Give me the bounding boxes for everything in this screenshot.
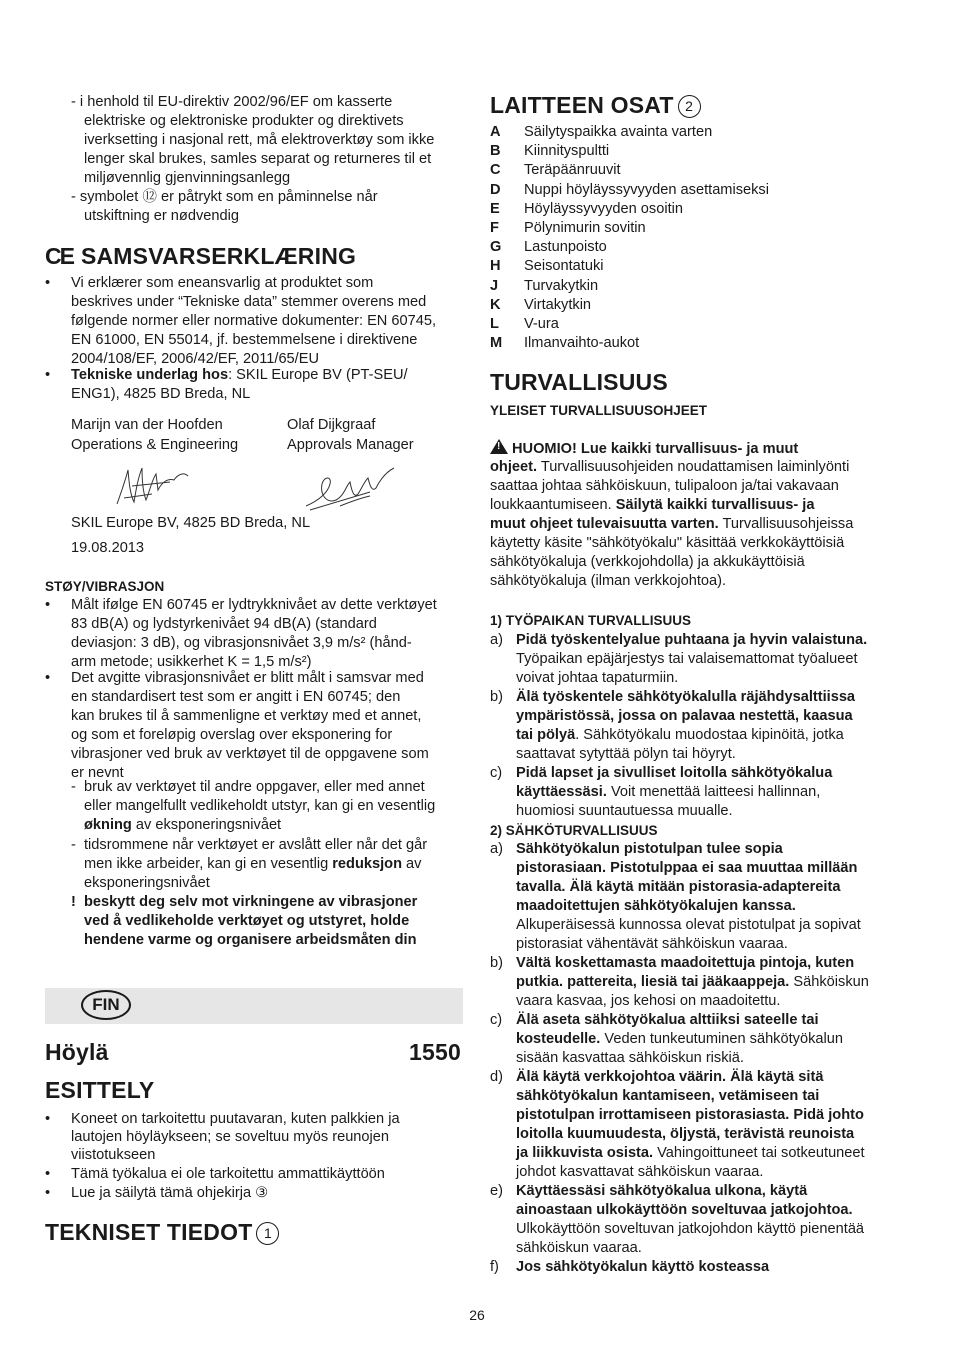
text: E [490, 200, 500, 217]
text: Teräpäänruuvit [524, 162, 621, 179]
part-text [524, 238, 607, 257]
text: Kiinnityspultti [524, 143, 610, 160]
text: en standardisert test som er angitt i EN 60745; den [71, 689, 401, 705]
item-marker [490, 764, 502, 783]
part-text [524, 200, 683, 219]
text: utskiftning er nødvendig [84, 208, 239, 224]
item-line [516, 707, 853, 726]
part-letter [490, 315, 499, 334]
bullet-marker: • [45, 1185, 51, 1201]
text: F [490, 220, 499, 236]
text: Pidä lapset ja sivulliset loitolla sähkötyökalua [516, 765, 833, 781]
item-marker [490, 1258, 499, 1277]
part-text [524, 161, 621, 180]
text: følgende normer eller normative dokumenter: EN 60745, [71, 313, 437, 329]
text: Turvakytkin [524, 277, 599, 294]
text: Tämä työkalua ei ole tarkoitettu ammattikäyttöön [71, 1166, 385, 1182]
text: men ikke arbeider, kan gi en vesentlig [84, 856, 333, 872]
text: 2004/108/EF, 2006/42/EF, 2011/65/EU [71, 351, 320, 367]
bullet-line [71, 1146, 155, 1165]
part-letter [490, 123, 501, 142]
text: er nevnt [71, 765, 124, 781]
item-line [516, 1049, 744, 1068]
item-line [516, 840, 783, 859]
text: f) [490, 1259, 499, 1275]
item-line [516, 859, 857, 878]
text: käyttäessäsi. [516, 784, 607, 800]
part-letter [490, 238, 501, 257]
dash-line [84, 855, 421, 874]
dash-line [71, 93, 392, 112]
text: b) [490, 955, 503, 971]
date [71, 539, 144, 558]
item-line [516, 1068, 823, 1087]
item-line [516, 1144, 865, 1163]
yleiset-heading [490, 401, 707, 420]
text: Alkuperäisessä kunnossa olevat pistotulpat ja sopivat [516, 917, 861, 933]
text: Olaf Dijkgraaf [287, 417, 376, 433]
text: ESITTELY [45, 1077, 155, 1103]
text: symbolet ⑫ er påtrykt som en påminnelse når [79, 189, 378, 205]
bullet-line [71, 634, 412, 653]
item-line [516, 802, 733, 821]
figure-ref-icon: 2 [678, 95, 701, 118]
bullet-marker: • [45, 1166, 51, 1182]
tekniset-heading [45, 1219, 279, 1245]
bullet-line [71, 615, 377, 634]
text: LAITTEEN OSAT [490, 92, 674, 118]
bullet-line [71, 385, 250, 404]
dash-line [84, 874, 210, 893]
bullet-line [71, 745, 429, 764]
warning-text-line [490, 572, 726, 591]
warning-line [84, 912, 409, 931]
text: av [402, 856, 422, 872]
text: YLEISET TURVALLISUUSOHJEET [490, 403, 708, 418]
text: d) [490, 1069, 503, 1085]
warning-text-line [490, 553, 805, 572]
text: Virtakytkin [524, 296, 592, 313]
product-model [409, 1039, 461, 1065]
sign-title [287, 436, 414, 455]
item-marker [490, 688, 503, 707]
company [71, 514, 310, 533]
text: viistotukseen [71, 1147, 156, 1163]
warning-text-line [490, 477, 839, 496]
text: og som et foreløpig overslag over eksponering for [71, 727, 393, 743]
text: sähkötyökaluja (verkkojohdolla) ja akkukäyttöisiä [490, 554, 805, 570]
text: Turvallisuusohjeiden noudattamisen laiminlyönti [537, 459, 850, 475]
text: eksponeringsnivået [84, 875, 210, 891]
dash-line [84, 207, 239, 226]
item-line [516, 1258, 769, 1277]
text: Koneet on tarkoitettu puutavaran, kuten palkkien ja [71, 1111, 400, 1127]
product-title [45, 1039, 109, 1065]
item-line [516, 669, 678, 688]
text: maadoitettujen sähkötyökalujen kanssa. [516, 898, 796, 914]
text: hendene varme og organisere arbeidsmåten din [84, 932, 417, 948]
dash-line [84, 169, 290, 188]
text: i henhold til EU-direktiv 2002/96/EF om kasserte [79, 94, 393, 110]
text: saattaa johtaa sähköiskuun, tulipaloon ja/tai vakavaan [490, 478, 839, 494]
text: ainoastaan ulkokäyttöön soveltuvaa jatkojohtoa. [516, 1202, 853, 1218]
bullet-line [71, 669, 424, 688]
bullet-line [71, 1184, 268, 1203]
item-line [516, 1087, 819, 1106]
text: G [490, 239, 502, 256]
text: Vi erklærer som eneansvarlig at produktet som [71, 275, 374, 291]
dash-marker: - [71, 779, 76, 795]
sign-name [287, 416, 375, 435]
section-heading [490, 821, 658, 840]
text: huomiosi suuntautuessa muualle. [516, 803, 733, 819]
bullet-line [71, 726, 392, 745]
sign-name [71, 416, 223, 435]
bullet-line [71, 1128, 389, 1147]
dash-marker: - [71, 189, 80, 205]
item-line [516, 954, 854, 973]
dash-line [84, 150, 431, 169]
text: vibrasjoner ved bruk av verktøyet til de oppgavene som [71, 746, 429, 762]
text: Vältä koskettamasta maadoitettuja pintoja, kuten [516, 955, 855, 971]
signature-2 [300, 462, 400, 514]
warning-text-line [490, 496, 814, 515]
osat-heading [490, 92, 701, 118]
text: b) [490, 689, 503, 705]
bullet-line [71, 331, 417, 350]
text: ENG1), 4825 BD Breda, NL [71, 386, 251, 402]
part-text [524, 334, 639, 353]
language-badge: FIN [81, 990, 131, 1020]
text: av eksponeringsnivået [131, 817, 282, 833]
item-line [516, 1106, 864, 1125]
text: Turvallisuusohjeissa [718, 516, 854, 532]
warning-line [84, 893, 417, 912]
text: EN 61000, EN 55014, jf. bestemmelsene i direktivene [71, 332, 418, 348]
text: 1) TYÖPAIKAN TURVALLISUUS [490, 613, 692, 628]
warning-text-line [490, 439, 798, 459]
samsvar-heading [45, 243, 356, 269]
text: Målt ifølge EN 60745 er lydtrykknivået av dette verktøyet [71, 597, 437, 613]
part-text [524, 123, 712, 142]
text: eller mangelfullt vedlikeholdt utstyr, kan gi en vesentlig [84, 798, 436, 814]
text: J [490, 277, 499, 294]
text: c) [490, 765, 503, 781]
text: Säilytä kaikki turvallisuus- ja [615, 497, 815, 513]
bullet-marker: • [45, 597, 51, 613]
text: L [490, 316, 499, 332]
dash-line [84, 797, 435, 816]
bullet-line [71, 274, 373, 293]
bullet-line [71, 1110, 400, 1129]
dash-line [71, 188, 378, 207]
part-letter [490, 219, 499, 238]
text: putkia. pattereita, liesiä tai jääkaappeja. [516, 974, 790, 990]
part-text [524, 181, 769, 200]
text: käytetty käsite "sähkötyökalu" käsittää verkkokäyttöisiä [490, 535, 845, 551]
bullet-marker: • [45, 275, 51, 291]
item-line [516, 916, 861, 935]
text: Älä käytä verkkojohtoa väärin. Älä käytä sitä [516, 1069, 824, 1085]
text: Sähkötyökalun pistotulpan tulee sopia [516, 841, 783, 857]
item-line [516, 783, 820, 802]
bullet-line [71, 596, 437, 615]
warning-text-line [490, 534, 844, 553]
text: saattavat sytyttää pölyn tai höyryt. [516, 746, 736, 762]
bullet-marker: • [45, 670, 51, 686]
dash-line [84, 816, 281, 835]
text: H [490, 258, 501, 275]
text: Veden tunkeutuminen sähkötyökalun [600, 1031, 843, 1047]
item-line [516, 726, 844, 745]
item-line [516, 973, 869, 992]
warning-line [84, 931, 417, 950]
text: Tekniske underlag hos [71, 367, 229, 383]
text: Operations & Engineering [71, 437, 239, 453]
text: Säilytyspaikka avainta varten [524, 124, 713, 140]
item-line [516, 897, 796, 916]
item-line [516, 1030, 843, 1049]
part-text [524, 315, 559, 334]
text: Lue ja säilytä tämä ohjekirja ③ [71, 1185, 269, 1201]
text: sähkötyökaluja (ilman verkkojohtoa). [490, 573, 727, 589]
text: pistorasiat vähentävät sähköiskun vaaraa. [516, 936, 788, 952]
page-number: 26 [469, 1307, 485, 1323]
ce-mark-icon: CE [45, 243, 73, 269]
text: 1550 [409, 1039, 461, 1065]
text: vaara kasvaa, jos kehosi on maadoitettu. [516, 993, 781, 1009]
text: johdot kasvattavat sähköiskun vaaraa. [516, 1164, 764, 1180]
text: Työpaikan epäjärjestys tai valaisemattomat työalueet [516, 651, 858, 667]
dash-line [84, 836, 427, 855]
text: Älä aseta sähkötyökalua alttiiksi sateelle tai [516, 1012, 819, 1028]
text: Approvals Manager [287, 437, 414, 453]
item-line [516, 1239, 642, 1258]
part-text [524, 257, 604, 276]
part-text [524, 219, 646, 238]
item-marker [490, 631, 503, 650]
text: Marijn van der Hoofden [71, 417, 223, 433]
item-marker [490, 840, 503, 859]
text: ! [71, 894, 76, 910]
warning-icon [490, 439, 508, 454]
bullet-marker: • [45, 1111, 51, 1127]
text: Vahingoittuneet tai sotkeutuneet [653, 1145, 865, 1161]
text: bruk av verktøyet til andre oppgaver, eller med annet [84, 779, 425, 795]
exclaim-marker [71, 893, 76, 912]
text: beskrives under “Tekniske data” stemmer overens med [71, 294, 427, 310]
warning-text-line [490, 458, 849, 477]
text: : SKIL Europe BV (PT-SEU/ [228, 367, 408, 383]
part-text [524, 142, 609, 161]
part-letter [490, 200, 500, 219]
text: V-ura [524, 316, 559, 332]
text: SKIL Europe BV, 4825 BD Breda, NL [71, 515, 311, 531]
text: arm metode; usikkerhet K = 1,5 m/s²) [71, 654, 312, 670]
text: loukkaantumiseen. [490, 497, 616, 513]
text: D [490, 181, 501, 198]
text: sähkötyökalun kantamiseen, vetämiseen tai [516, 1088, 820, 1104]
turv-heading [490, 369, 668, 395]
item-line [516, 688, 855, 707]
text: Pölynimurin sovitin [524, 220, 646, 236]
text: pistotulpan irrottamiseen pistorasiasta. Pidä johto [516, 1107, 864, 1123]
item-line [516, 1182, 807, 1201]
text: muut ohjeet tulevaisuutta varten. [490, 516, 719, 532]
text: Höyläyssyvyyden osoitin [524, 200, 683, 217]
text: tai pölyä [516, 727, 576, 743]
part-text [524, 296, 591, 315]
item-line [516, 1125, 854, 1144]
text: tavalla. Älä käytä mitään pistorasia-adaptereita [516, 879, 841, 895]
bullet-line [71, 366, 408, 385]
bullet-line [71, 1165, 385, 1184]
item-line [516, 1011, 819, 1030]
text: sähköiskun vaaraa. [516, 1240, 642, 1256]
text: B [490, 143, 501, 160]
text: tidsrommene når verktøyet er avslått eller når det går [84, 837, 428, 853]
item-line [516, 878, 840, 897]
item-line [516, 1163, 763, 1182]
item-line [516, 1220, 864, 1239]
item-line [516, 745, 736, 764]
text: pistorasiaan. Pistotulppaa ei saa muuttaa millään [516, 860, 858, 876]
text: Sähköiskun [789, 974, 869, 990]
text: HUOMIO! Lue kaikki turvallisuus- ja muut [512, 441, 799, 457]
text: a) [490, 841, 503, 857]
text: 83 dB(A) og lydstyrkenivået 94 dB(A) (standard [71, 616, 377, 632]
text: iverksetting i nasjonal rett, må elektroverktøy som ikke [84, 132, 435, 148]
text: elektriske og elektroniske produkter og direktivets [84, 113, 404, 129]
warning-text-line [490, 515, 853, 534]
text: Nuppi höyläyssyvyyden asettamiseksi [524, 181, 769, 198]
item-marker [490, 1011, 502, 1030]
dash-marker: - [71, 837, 76, 853]
signature-1 [112, 460, 192, 510]
item-line [516, 992, 780, 1011]
text: 19.08.2013 [71, 540, 145, 556]
section-heading [490, 611, 691, 630]
text: lenger skal brukes, samles separat og returneres til et [84, 151, 432, 167]
text: . Sähkötyökalu muodostaa kipinöitä, jotka [575, 727, 844, 743]
bullet-line [71, 312, 436, 331]
text: c) [490, 1012, 503, 1028]
esittely-heading [45, 1077, 154, 1103]
text: kan brukes til å sammenligne et verktøy med et annet, [71, 708, 422, 724]
sign-title [71, 436, 238, 455]
text: kosteudelle. [516, 1031, 601, 1047]
bullet-line [71, 293, 426, 312]
part-letter [490, 181, 501, 200]
dash-line [84, 131, 434, 150]
text: Det avgitte vibrasjonsnivået er blitt målt i samsvar med [71, 670, 424, 686]
text: A [490, 124, 501, 140]
part-letter [490, 142, 501, 161]
text: M [490, 335, 503, 352]
figure-ref-icon: 1 [256, 1222, 279, 1245]
text: økning [84, 817, 132, 833]
text: Voit menettää laitteesi hallinnan, [606, 784, 821, 800]
part-letter [490, 334, 502, 353]
text: Seisontatuki [524, 258, 604, 275]
part-letter [490, 296, 501, 315]
item-line [516, 1201, 853, 1220]
text: STØY/VIBRASJON [45, 579, 165, 594]
item-line [516, 764, 832, 783]
dash-marker: - [71, 94, 80, 110]
text: loitolla kuumuudesta, öljystä, terävistä reunoista [516, 1126, 855, 1142]
dash-line [84, 112, 404, 131]
dash-line [84, 778, 425, 797]
text: K [490, 296, 501, 313]
text: lautojen höyläykseen; se soveltuu myös reunojen [71, 1129, 390, 1145]
text: Pidä työskentelyalue puhtaana ja hyvin valaistuna. [516, 632, 868, 648]
text: a) [490, 632, 503, 648]
text: TURVALLISUUS [490, 369, 668, 395]
text: Lastunpoisto [524, 239, 607, 256]
stoy-heading [45, 577, 164, 596]
text: 2) SÄHKÖTURVALLISUUS [490, 823, 658, 838]
part-letter [490, 161, 501, 180]
part-letter [490, 257, 501, 276]
text: ved å vedlikeholde verktøyet og utstyret, holde [84, 913, 410, 929]
text: Käyttäessäsi sähkötyökalua ulkona, käytä [516, 1183, 808, 1199]
item-marker [490, 1068, 503, 1087]
text: C [490, 162, 501, 179]
text: voivat johtaa tapaturmiin. [516, 670, 679, 686]
item-marker [490, 954, 503, 973]
text: Jos sähkötyökalun käyttö kosteassa [516, 1259, 770, 1275]
text: ja liikkuvista osista. [516, 1145, 654, 1161]
bullet-line [71, 707, 421, 726]
language-band [45, 988, 463, 1024]
item-line [516, 650, 858, 669]
part-letter [490, 277, 498, 296]
bullet-line [71, 688, 400, 707]
heading-text: SAMSVARSERKLÆRING [80, 243, 357, 269]
item-line [516, 631, 867, 650]
text: ympäristössä, jossa on palavaa nestettä, kaasua [516, 708, 853, 724]
text: Höylä [45, 1039, 109, 1065]
item-line [516, 935, 788, 954]
item-marker [490, 1182, 503, 1201]
text: deviasjon: 3 dB), og vibrasjonsnivået 3,9 m/s² (hånd- [71, 635, 412, 651]
text: e) [490, 1183, 503, 1199]
text: reduksjon [332, 856, 402, 872]
text: TEKNISET TIEDOT [45, 1219, 253, 1245]
text: Älä työskentele sähkötyökalulla räjähdysalttiissa [516, 689, 856, 705]
text: sisään kasvattaa sähköiskun riskiä. [516, 1050, 744, 1066]
text: miljøvennlig gjenvinningsanlegg [84, 170, 291, 186]
text: ohjeet. [490, 459, 538, 475]
part-text [524, 277, 598, 296]
text: beskytt deg selv mot virkningene av vibrasjoner [84, 894, 418, 910]
bullet-marker: • [45, 367, 51, 383]
text: Ulkokäyttöön soveltuvan jatkojohdon käyttö pienentää [516, 1221, 865, 1237]
text: Ilmanvaihto-aukot [524, 335, 640, 352]
